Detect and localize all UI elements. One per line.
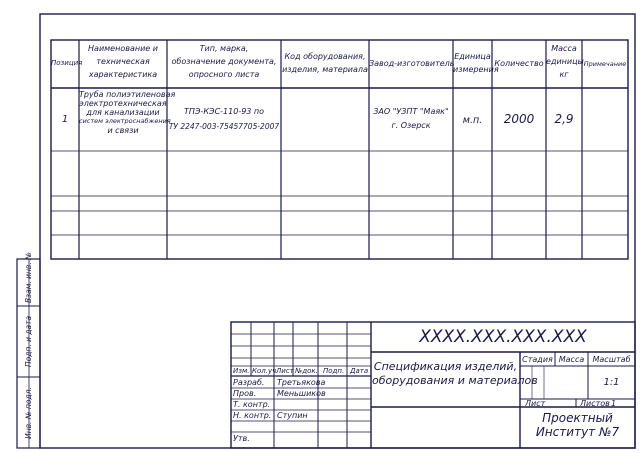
header-mass: Масса единицы, кг xyxy=(546,44,587,79)
row-position: 1 xyxy=(61,114,69,125)
mass-label: Масса xyxy=(558,355,585,364)
col-podp: Подп. xyxy=(323,367,345,375)
role-n-kontr: Н. контр. xyxy=(233,411,272,420)
name-n-kontr: Ступин xyxy=(277,411,308,420)
row-quantity: 2000 xyxy=(503,112,535,126)
organization: Проектный Институт №7 xyxy=(535,411,620,439)
name-prov: Меньшиков xyxy=(277,389,326,398)
col-data: Дата xyxy=(350,367,369,375)
header-note: Примечание xyxy=(583,60,627,68)
row-mass: 2,9 xyxy=(554,112,574,126)
sheets-label: Листов xyxy=(580,399,610,408)
row-name: Труба полиэтиленовая электротехническая для канализации систем электроснабжения и связи xyxy=(79,90,176,135)
stage-label: Стадия xyxy=(522,355,553,364)
col-list: Лист xyxy=(276,367,294,375)
header-name: Наименование и техническая характеристика xyxy=(88,44,158,79)
header-code: Код оборудования, изделия, материала xyxy=(282,52,368,74)
header-unit: Единица измерения xyxy=(453,52,499,74)
scale-value: 1:1 xyxy=(603,377,620,388)
header-quantity: Количество xyxy=(494,59,544,68)
sheet-title: Спецификация изделий, оборудования и материалов xyxy=(372,360,538,387)
scale-label: Масштаб xyxy=(592,355,631,364)
row-unit: м.п. xyxy=(462,115,483,126)
role-razrab: Разраб. xyxy=(233,378,265,387)
col-izm: Изм. xyxy=(233,367,250,375)
role-utv: Утв. xyxy=(233,434,250,443)
role-t-kontr: Т. контр. xyxy=(233,400,271,409)
col-doc-no: №док. xyxy=(295,367,318,375)
header-position: Позиция xyxy=(51,59,83,67)
col-kol-uch: Кол.уч xyxy=(252,367,277,375)
sheet-label: Лист xyxy=(525,399,546,408)
stamp-inv-orig: Инв. № подл. xyxy=(24,387,33,439)
row-type: ТПЭ-КЭС-110-93 по ТУ 2247-003-75457705-2007 xyxy=(168,107,280,131)
role-prov: Пров. xyxy=(233,389,257,398)
name-razrab: Третьякова xyxy=(277,378,326,387)
document-code: XXXX.XXX.XXX.XXX xyxy=(419,327,587,347)
stamp-replace-inv: Взам. инв. № xyxy=(24,252,33,303)
header-manufacturer: Завод-изготовитель xyxy=(369,59,455,68)
header-type: Тип, марка, обозначение документа, опросного листа xyxy=(171,44,277,79)
row-manufacturer: ЗАО "УЗПТ "Маяк" г. Озерск xyxy=(373,107,449,130)
sheets-value: 1 xyxy=(611,399,617,408)
stamp-sign-date: Подп. и дата xyxy=(24,315,33,367)
